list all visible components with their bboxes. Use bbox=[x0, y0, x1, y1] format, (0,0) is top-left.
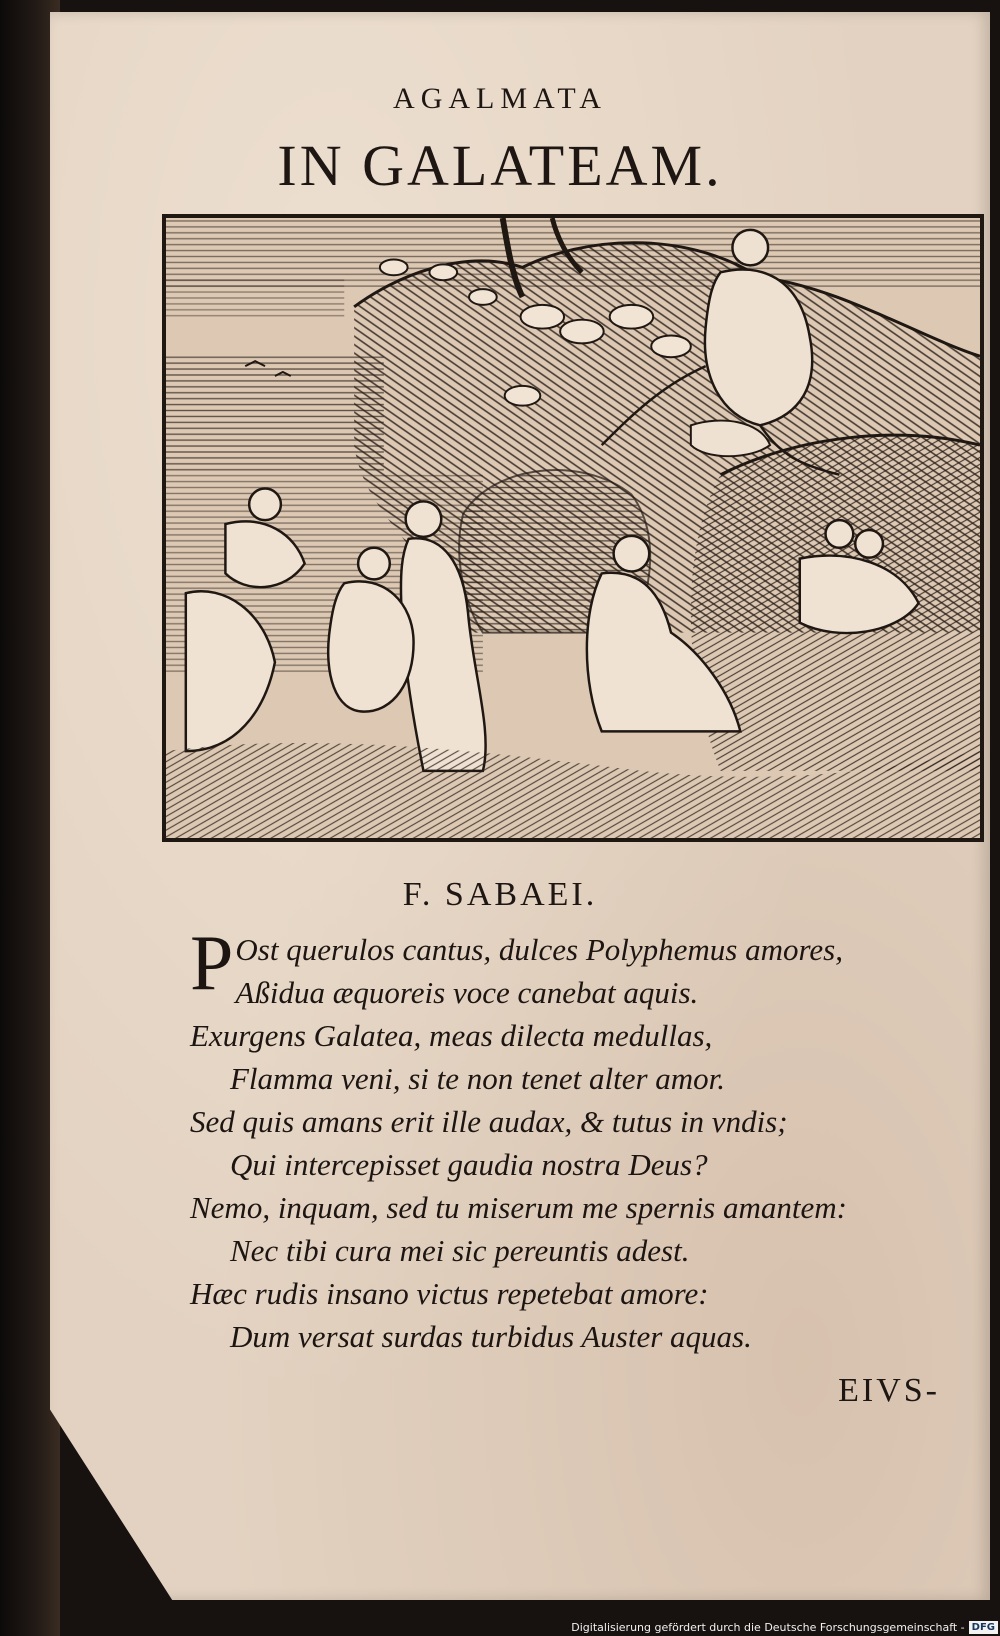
dfg-logo-icon: DFG bbox=[969, 1621, 998, 1634]
footer-text: Digitalisierung gefördert durch die Deutsche Forschungsgemeinschaft - bbox=[571, 1620, 965, 1634]
poem-line-1: Ost querulos cantus, dulces Polyphemus amores, bbox=[235, 932, 843, 967]
digitization-footer bbox=[560, 1618, 998, 1636]
poem-line-7: Nemo, inquam, sed tu miserum me spernis amantem: bbox=[190, 1190, 847, 1225]
page-title: IN GALATEAM. bbox=[277, 133, 723, 198]
poem-line-9: Hæc rudis insano victus repetebat amore: bbox=[190, 1276, 709, 1311]
woodcut-galatea-scene-icon bbox=[166, 218, 980, 838]
author-heading: F. SABAEI. bbox=[402, 876, 598, 913]
drop-cap: P bbox=[190, 919, 234, 1006]
poem-line-5: Sed quis amans erit ille audax, & tutus in vndis; bbox=[190, 1104, 788, 1139]
poem-line-4: Flamma veni, si te non tenet alter amor. bbox=[230, 1061, 726, 1096]
catchword: EIVS- bbox=[838, 1372, 940, 1409]
poem-line-10: Dum versat surdas turbidus Auster aquas. bbox=[230, 1319, 752, 1354]
poem-text bbox=[190, 919, 950, 1358]
woodcut-illustration bbox=[162, 214, 984, 842]
poem-line-3: Exurgens Galatea, meas dilecta medullas, bbox=[190, 1018, 713, 1053]
poem-line-6: Qui intercepisset gaudia nostra Deus? bbox=[230, 1147, 708, 1182]
page-heading-agalmata: AGALMATA bbox=[393, 82, 607, 115]
poem-line-8: Nec tibi cura mei sic pereuntis adest. bbox=[230, 1233, 690, 1268]
poem-line-2: Aßidua æquoreis voce canebat aquis. bbox=[235, 975, 699, 1010]
